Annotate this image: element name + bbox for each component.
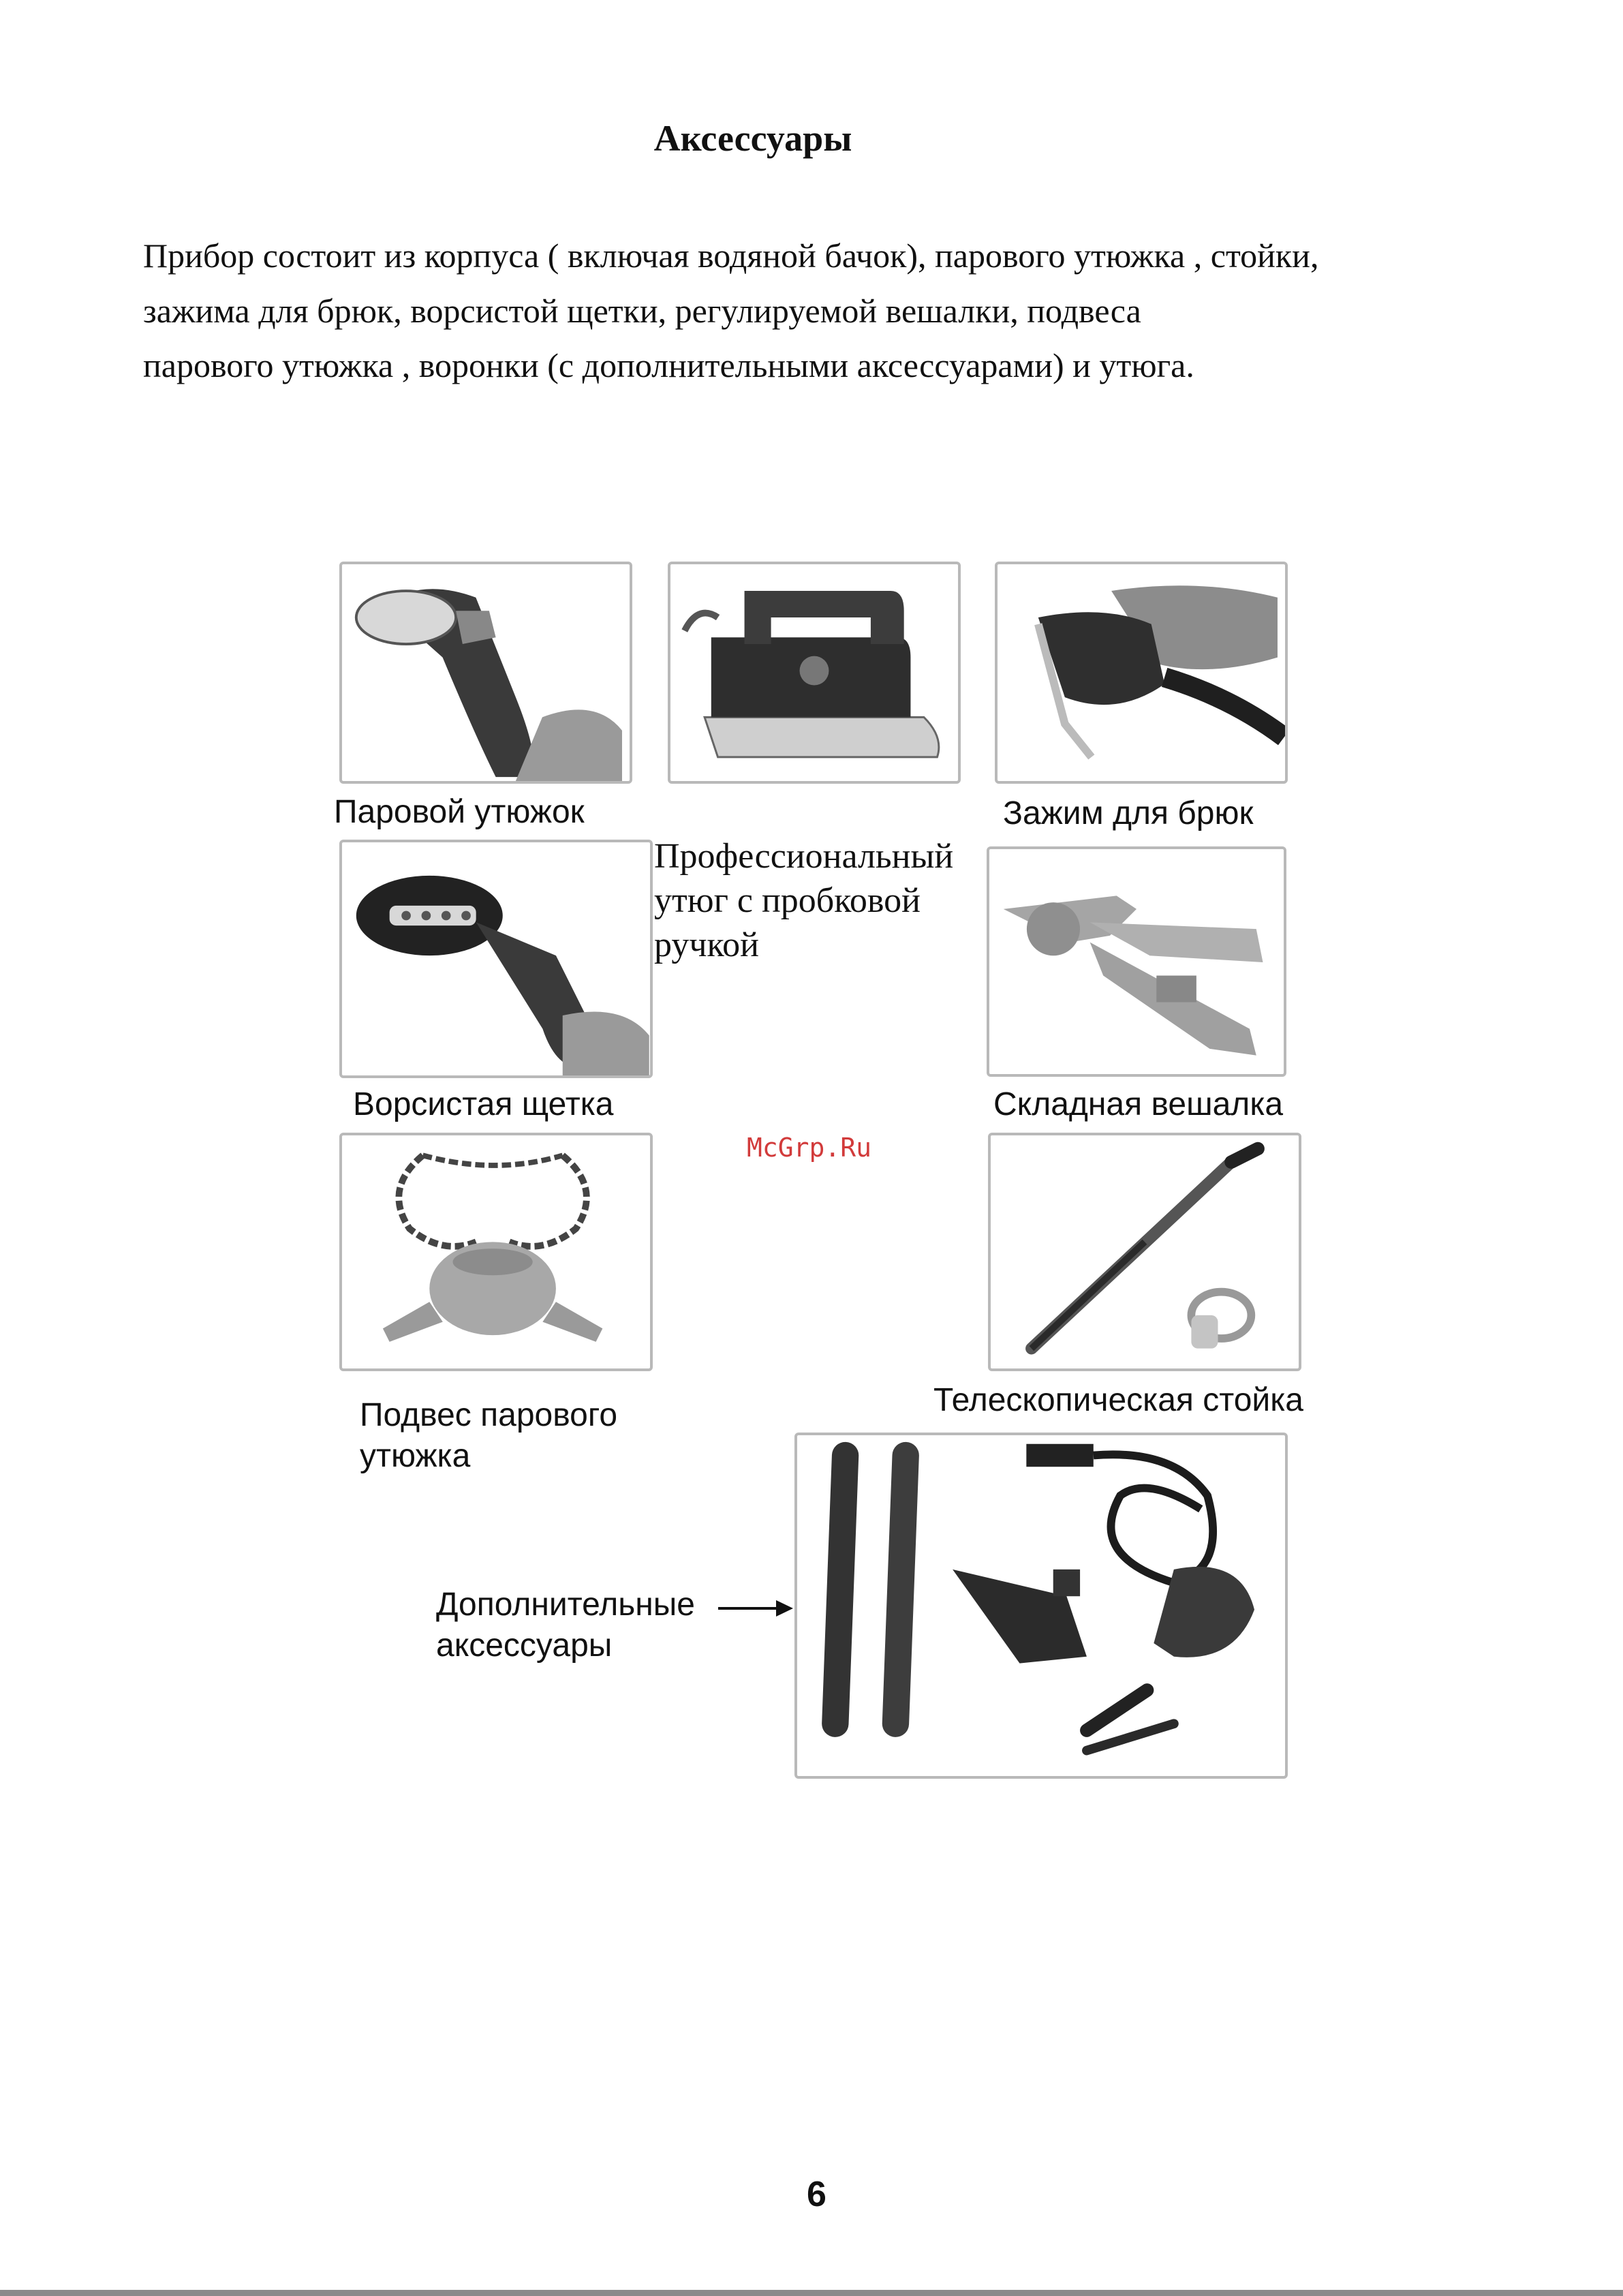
telescopic-pole-caption: Телескопическая стойка: [933, 1382, 1303, 1418]
extra-accessories-illustration: [797, 1435, 1285, 1776]
extra-accessories-caption-line-2: аксессуары: [436, 1627, 613, 1664]
professional-iron-illustration: [670, 564, 958, 781]
professional-iron-caption-line-1: Профессиональный: [654, 837, 954, 876]
extra-accessories-photo: [794, 1433, 1288, 1779]
telescopic-pole-photo: [988, 1133, 1301, 1371]
steam-iron-illustration: [342, 564, 630, 781]
professional-iron-caption-line-3: ручкой: [654, 925, 759, 964]
page-number: 6: [807, 2175, 826, 2214]
iron-holder-illustration: [342, 1135, 650, 1368]
watermark: McGrp.Ru: [747, 1133, 872, 1163]
extra-accessories-caption-line-1: Дополнительные: [436, 1587, 695, 1623]
bristle-brush-caption: Ворсистая щетка: [353, 1086, 614, 1122]
folding-hanger-illustration: [989, 849, 1284, 1074]
intro-line-3: парового утюжка , воронки (с дополнительными аксессуарами) и утюга.: [143, 346, 1194, 384]
folding-hanger-photo: [987, 846, 1286, 1077]
professional-iron-photo: [668, 562, 961, 784]
steam-iron-photo: [339, 562, 632, 784]
telescopic-pole-illustration: [991, 1135, 1299, 1368]
bristle-brush-photo: [339, 840, 653, 1078]
steam-iron-caption: Паровой утюжок: [334, 794, 585, 830]
professional-iron-caption-line-2: утюг с пробковой: [654, 881, 921, 920]
bristle-brush-illustration: [342, 842, 650, 1075]
intro-line-2: зажима для брюк, ворсистой щетки, регулируемой вешалки, подвеса: [143, 292, 1141, 330]
iron-holder-caption-line-1: Подвес парового: [360, 1397, 618, 1433]
folding-hanger-caption: Складная вешалка: [993, 1086, 1284, 1122]
trouser-clip-photo: [995, 562, 1288, 784]
iron-holder-caption-line-2: утюжка: [360, 1438, 471, 1474]
intro-line-1: Прибор состоит из корпуса ( включая водяной бачок), парового утюжка , стойки,: [143, 236, 1319, 275]
page-title: Аксессуары: [653, 118, 852, 159]
trouser-clip-illustration: [998, 564, 1285, 781]
bottom-edge-bar: [0, 2290, 1623, 2296]
trouser-clip-caption: Зажим для брюк: [1003, 795, 1254, 831]
iron-holder-photo: [339, 1133, 653, 1371]
arrow-right-icon: [718, 1595, 793, 1622]
